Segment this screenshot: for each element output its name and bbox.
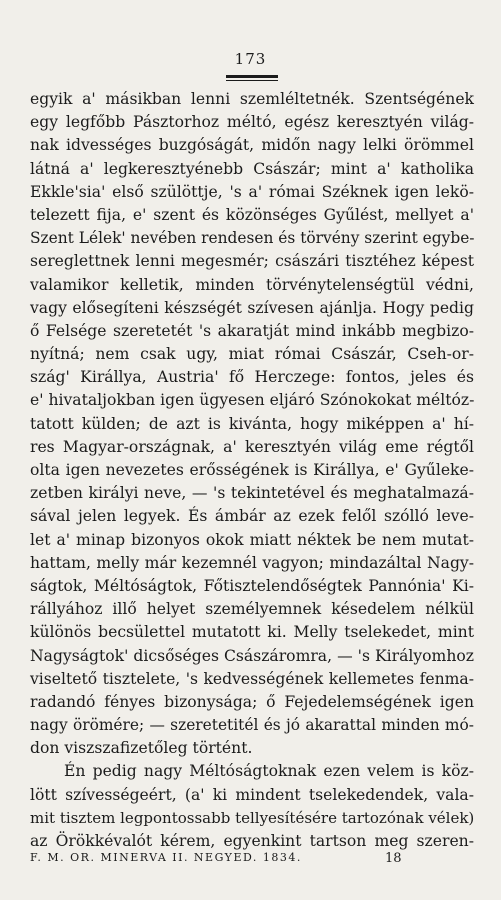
- text-line: egy legfőbb Pásztorhoz méltó, egész keresztyén világ-: [30, 113, 474, 132]
- text-line: Ekkle'sia' első szülöttje, 's a' római Széknek igen lekö-: [30, 182, 474, 201]
- page-number: 173: [234, 50, 267, 68]
- text-line: Nagyságtok' dicsőséges Császáromra, — 's Királyomhoz: [30, 646, 474, 665]
- text-line: nak idvességes buzgóságát, midőn nagy lelki örömmel: [30, 136, 474, 155]
- header-rule-thin: [226, 80, 278, 81]
- text-line: ő Felsége szeretetét 's akaratját mind inkább megbizo-: [30, 321, 474, 340]
- text-line: zetben királyi neve, — 's tekintetével és meghatalmazá-: [30, 484, 474, 503]
- text-line: nyítná; nem csak ugy, miat római Császár, Cseh-or-: [30, 345, 474, 364]
- text-line: tatott külden; de azt is kivánta, hogy miképpen a' hí-: [30, 414, 474, 433]
- text-line: sával jelen legyek. És ámbár az ezek felől szólló leve-: [30, 507, 474, 526]
- text-line: res Magyar-országnak, a' keresztyén világ eme régtől: [30, 437, 474, 456]
- paragraph-start-line: Én pedig nagy Méltóságtoknak ezen velem is köz-: [64, 762, 474, 781]
- text-line: sereglettnek lenni megesmér; császári tisztéhez képest: [30, 252, 474, 271]
- text-line: hattam, melly már kezemnél vagyon; mindazáltal Nagy-: [30, 553, 474, 572]
- text-line: látná a' legkeresztyénebb Császár; mint a' katholika: [30, 159, 474, 178]
- text-line: nagy örömére; — szeretetitél és jó akarattal minden mó-: [30, 716, 474, 735]
- text-line: különös becsülettel mutatott ki. Melly tselekedet, mint: [30, 623, 474, 642]
- text-line: telezett fija, e' szent és közönséges Gyűlést, mellyet a': [30, 205, 474, 224]
- text-line: mit tisztem legpontossabb tellyesítésére tartozónak vélek): [30, 808, 475, 827]
- text-line: viseltető tisztelete, 's kedvességének kellemetes fenma-: [30, 669, 474, 688]
- text-line: radandó fényes bizonysága; ő Fejedelemségének igen: [30, 692, 474, 711]
- sheet-mark: 18: [385, 851, 402, 866]
- text-line: ságtok, Méltóságtok, Főtisztelendőségtek Pannónia' Ki-: [30, 576, 474, 595]
- text-line: szág' Királlya, Austria' fő Herczege: fontos, jeles és: [30, 368, 474, 387]
- text-line: rállyához illő helyet személyemnek késedelem nélkül: [30, 600, 474, 619]
- text-line: Szent Lélek' nevében rendesen és törvény szerint egybe-: [30, 229, 475, 248]
- text-line: olta igen nevezetes erősségének is Királlya, e' Gyűleke-: [30, 461, 474, 479]
- paragraph-end-line: don viszszafizetőleg történt.: [30, 739, 253, 758]
- text-line: let a' minap bizonyos okok miatt néktek be nem mutat-: [30, 530, 474, 549]
- header-rule-thick: [226, 75, 278, 78]
- text-line: lött szívességeért, (a' ki mindent tselekedendek, vala-: [30, 785, 474, 804]
- body-text: [30, 88, 474, 853]
- text-line: valamikor kelletik, minden törvénytelenségtül védni,: [30, 275, 474, 294]
- text-line: e' hivataljokban igen ügyesen eljáró Szónokokat méltóz-: [30, 391, 475, 410]
- text-line: az Örökkévalót kérem, egyenkint tartson meg szeren-: [30, 832, 474, 850]
- text-line: egyik a' másikban lenni szemléltetnék. Szentségének: [30, 90, 474, 108]
- printer-signature: F. M. OR. MINERVA II. NEGYED. 1834.: [30, 851, 302, 864]
- text-line: vagy elősegíteni készségét szívesen ajánlja. Hogy pedig: [30, 298, 474, 317]
